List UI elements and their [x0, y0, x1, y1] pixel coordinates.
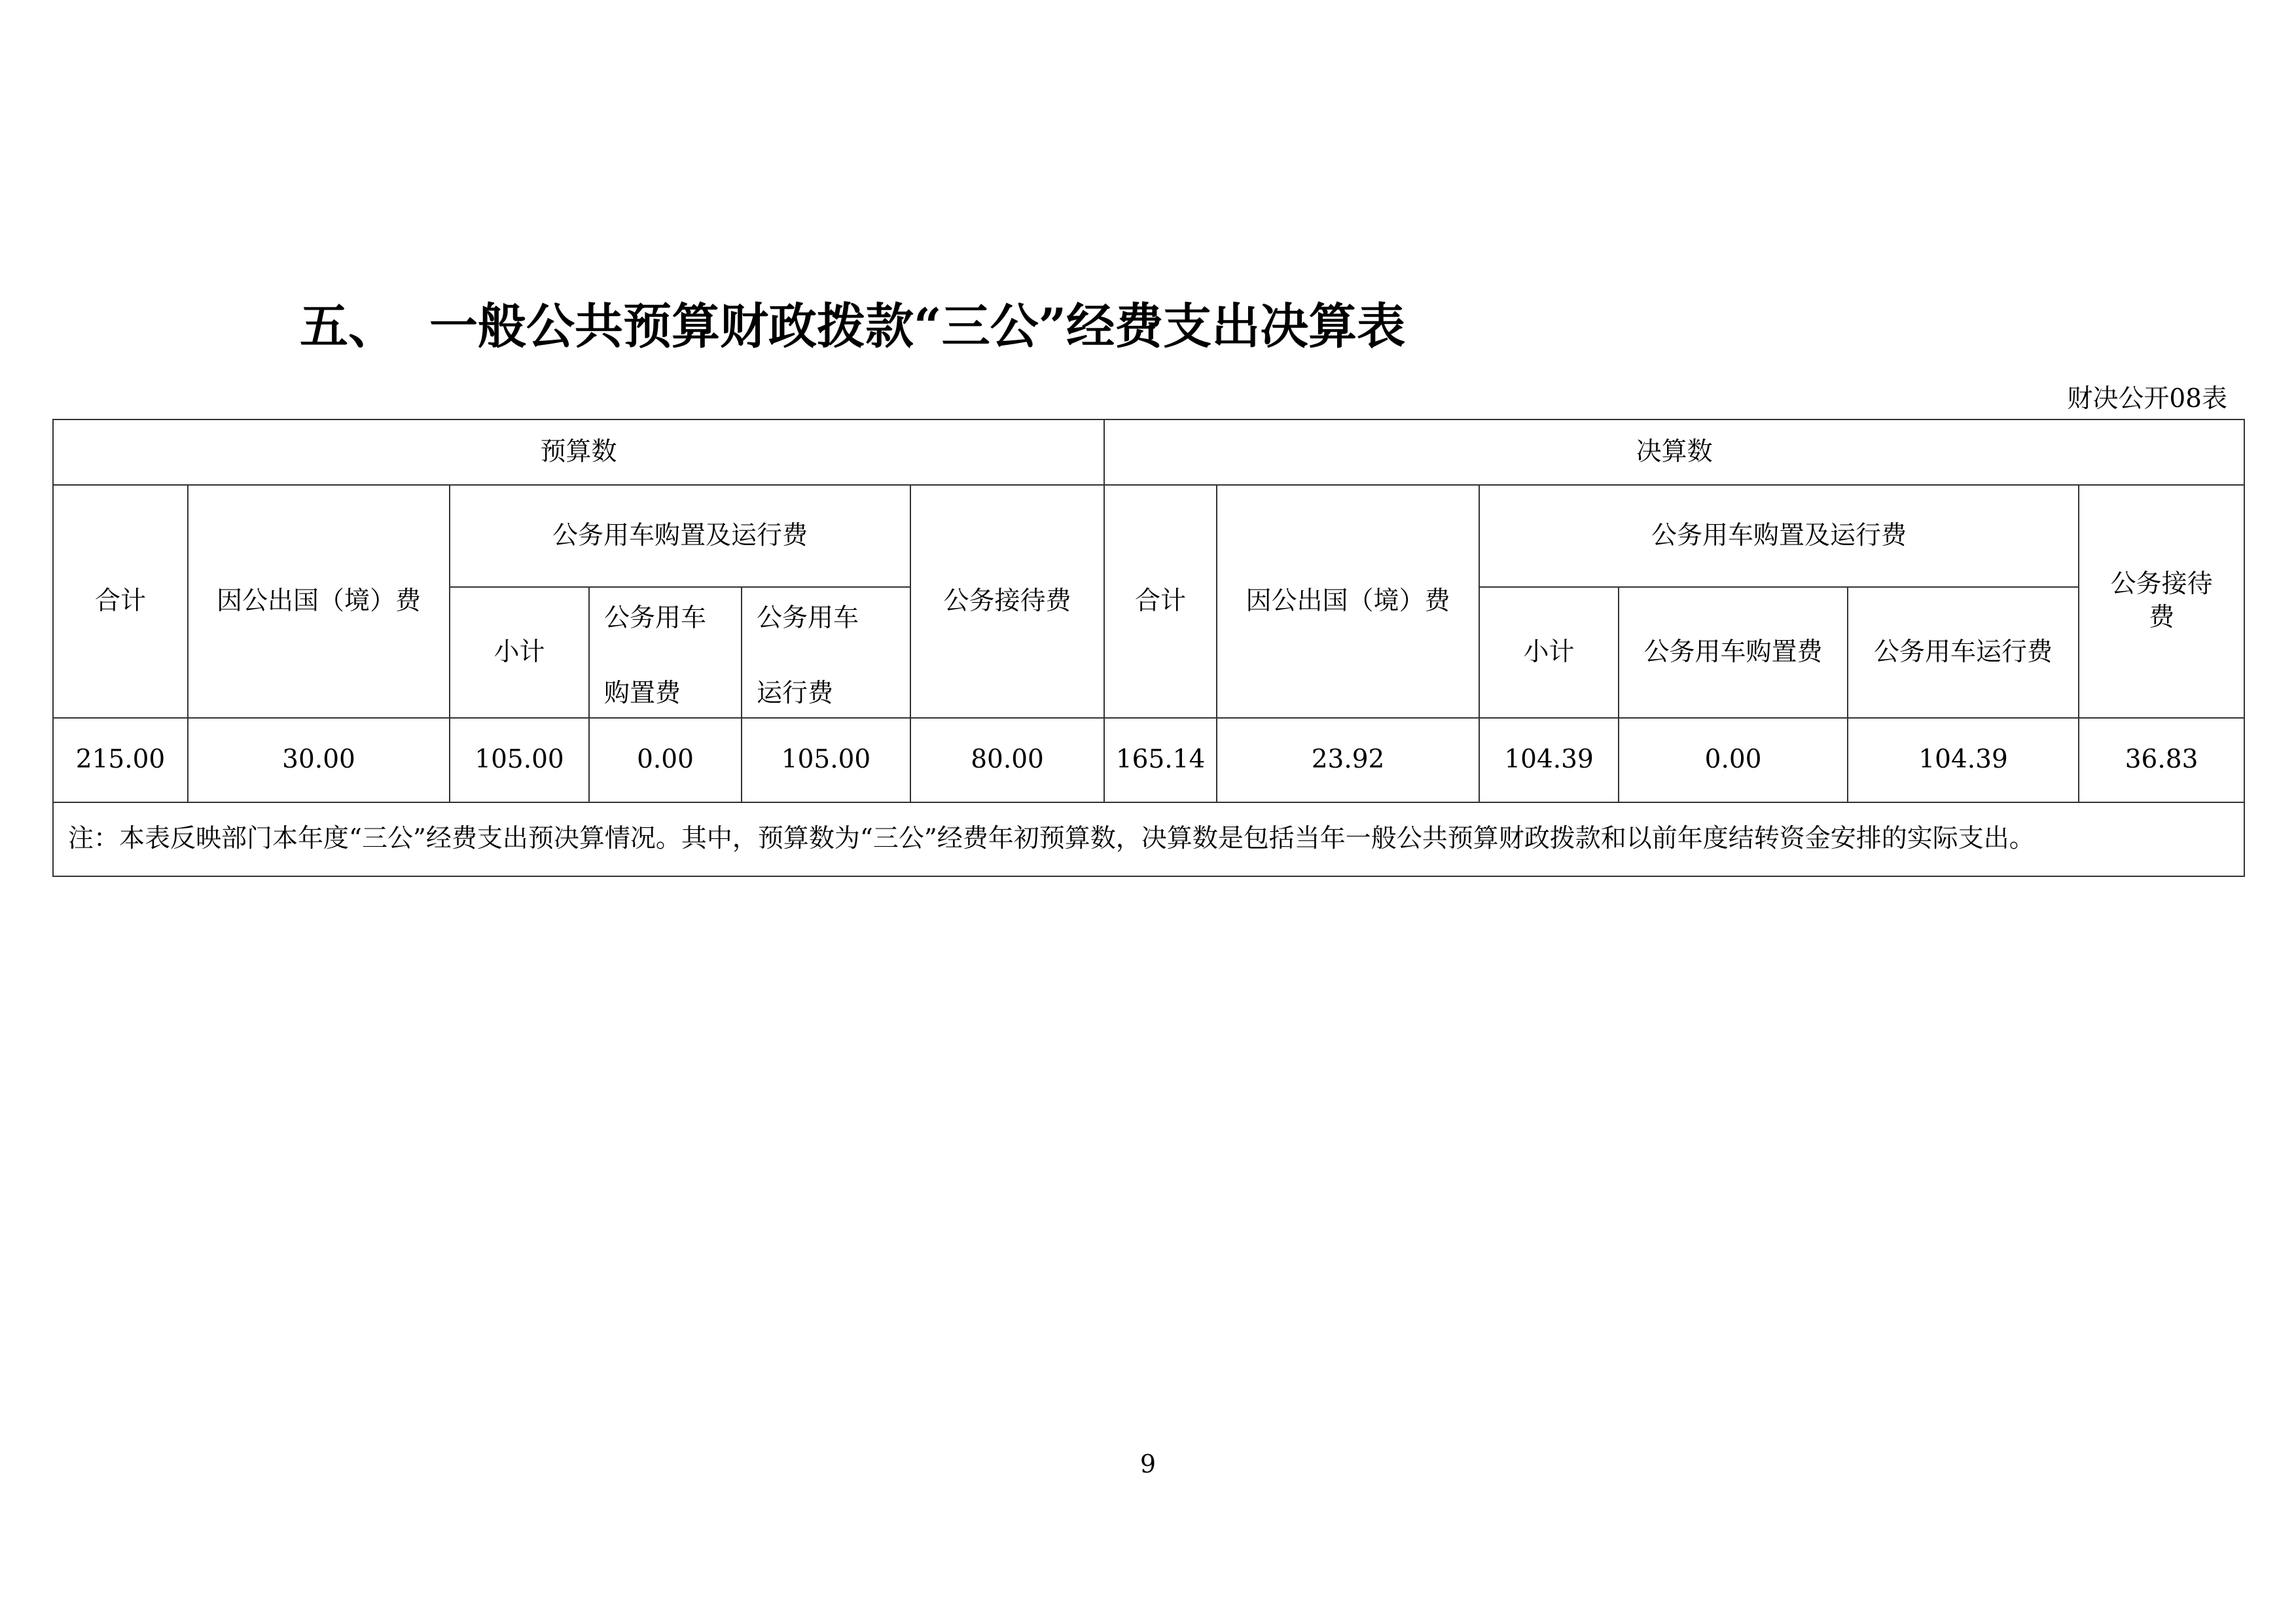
final-reception-line2: 费 [2149, 603, 2175, 632]
table-code: 财决公开08表 [2067, 384, 2227, 414]
budget-vehicle-purchase-header [589, 587, 742, 718]
final-total-header: 合计 [1104, 485, 1217, 718]
budget-total-value: 215.00 [53, 718, 188, 802]
budget-reception-value: 80.00 [910, 718, 1104, 802]
final-overseas-value: 23.92 [1217, 718, 1479, 802]
header-row-1 [53, 485, 2244, 587]
budget-reception-header: 公务接待费 [910, 485, 1104, 718]
budget-vehicle-purchase-line2: 购置费 [604, 679, 681, 709]
final-reception-header [2079, 485, 2244, 718]
final-vehicle-subtotal-value: 104.39 [1479, 718, 1619, 802]
final-vehicle-purchase-header: 公务用车购置费 [1619, 587, 1848, 718]
budget-vehicle-run-value: 105.00 [742, 718, 910, 802]
table-row [53, 718, 2244, 802]
final-vehicle-purchase-value: 0.00 [1619, 718, 1848, 802]
budget-vehicle-purchase-line1: 公务用车 [604, 603, 707, 633]
title-number: 五、 [300, 298, 397, 355]
budget-group-header: 预算数 [53, 419, 1104, 485]
final-vehicle-run-value: 104.39 [1848, 718, 2079, 802]
page-number: 9 [1139, 1450, 1157, 1478]
final-reception-line1: 公务接待 [2110, 569, 2213, 599]
budget-vehicle-run-line1: 公务用车 [757, 603, 859, 633]
final-group-header: 决算数 [1104, 419, 2244, 485]
budget-vehicle-group-header: 公务用车购置及运行费 [450, 485, 910, 587]
budget-overseas-value: 30.00 [188, 718, 450, 802]
page-title [300, 288, 1405, 357]
sangong-expense-table [52, 419, 2245, 877]
budget-vehicle-purchase-value: 0.00 [589, 718, 742, 802]
budget-subtotal-header: 小计 [450, 587, 589, 718]
final-vehicle-group-header: 公务用车购置及运行费 [1479, 485, 2079, 587]
title-text: 一般公共预算财政拨款“三公”经费支出决算表 [429, 298, 1406, 355]
note-row [53, 802, 2244, 876]
budget-total-header: 合计 [53, 485, 188, 718]
final-total-value: 165.14 [1104, 718, 1217, 802]
table-note: 注：本表反映部门本年度“三公”经费支出预决算情况。其中，预算数为“三公”经费年初预算数，决算数是包括当年一般公共预算财政拨款和以前年度结转资金安排的实际支出。 [53, 802, 2244, 876]
final-subtotal-header: 小计 [1479, 587, 1619, 718]
final-reception-value: 36.83 [2079, 718, 2244, 802]
final-overseas-header: 因公出国（境）费 [1217, 485, 1479, 718]
budget-vehicle-run-header [742, 587, 910, 718]
budget-vehicle-subtotal-value: 105.00 [450, 718, 589, 802]
group-header-row [53, 419, 2244, 485]
final-vehicle-run-header: 公务用车运行费 [1848, 587, 2079, 718]
budget-vehicle-run-line2: 运行费 [757, 679, 834, 709]
budget-overseas-header: 因公出国（境）费 [188, 485, 450, 718]
